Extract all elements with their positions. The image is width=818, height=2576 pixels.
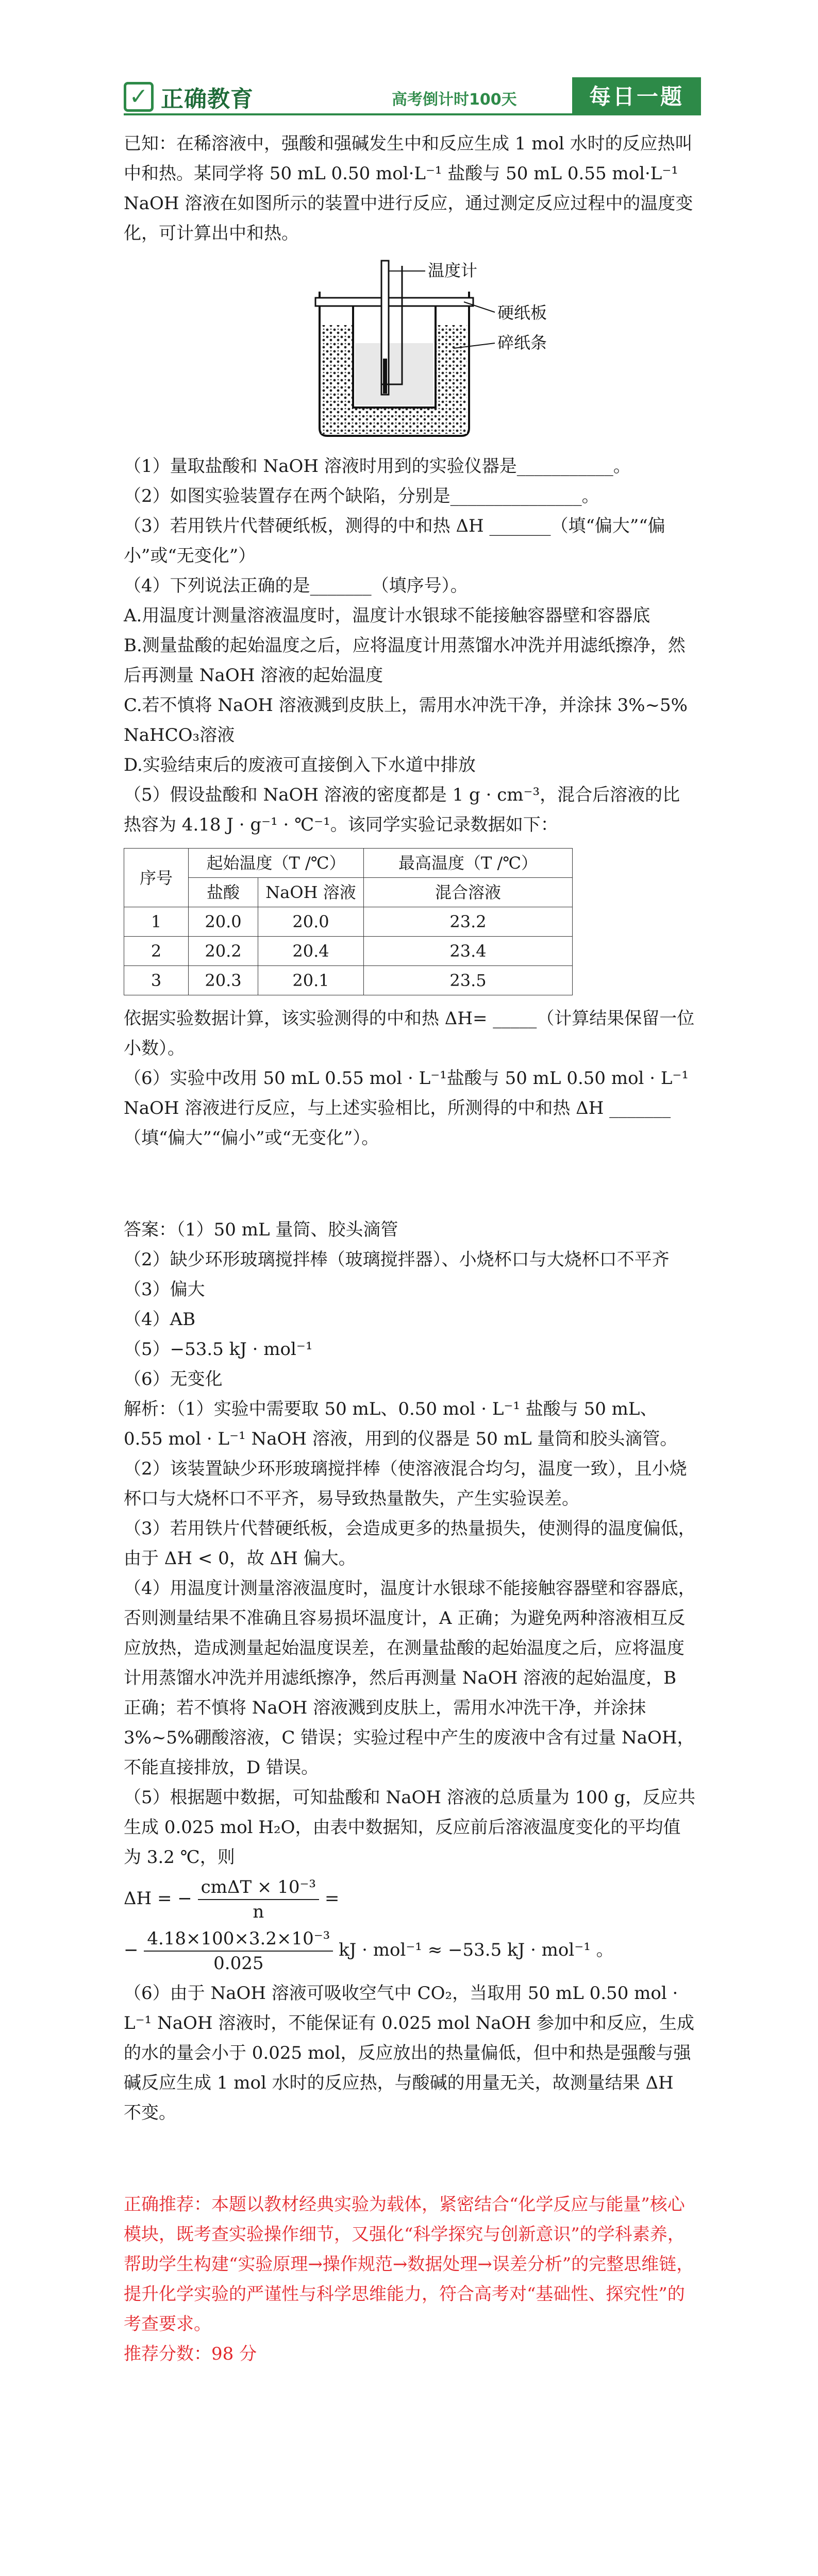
cell-mix: 23.4 <box>364 937 573 966</box>
cell-no: 3 <box>124 966 189 995</box>
answer-3: （3）偏大 <box>124 1279 205 1300</box>
option-b: B.测量盐酸的起始温度之后，应将温度计用蒸馏水冲洗并用滤纸擦净，然后再测量 NaOH 溶液的起始温度 <box>124 635 686 686</box>
table-header-row <box>124 849 573 878</box>
question-3: （3）若用铁片代替硬纸板，测得的中和热 ΔH _______（填“偏大”“偏小”或“无变化”） <box>124 516 665 566</box>
option-a: A.用温度计测量溶液温度时，温度计水银球不能接触容器壁和容器底 <box>124 605 650 626</box>
analysis-2: （2）该装置缺少环形玻璃搅拌棒（使溶液混合均匀，温度一致），且小烧杯口与大烧杯口不平齐，易导致热量散失，产生实验误差。 <box>124 1459 687 1509</box>
formula-2-left: − <box>124 1940 139 1960</box>
calorimeter-diagram <box>124 256 696 441</box>
check-icon: ✓ <box>124 82 154 112</box>
label-cardboard: 硬纸板 <box>497 303 547 323</box>
cell-hcl: 20.0 <box>189 907 258 937</box>
answer-2: （2）缺少环形玻璃搅拌棒（玻璃搅拌器）、小烧杯口与大烧杯口不平齐 <box>124 1249 670 1270</box>
cell-no: 1 <box>124 907 189 937</box>
cell-naoh: 20.4 <box>258 937 364 966</box>
cell-naoh: 20.1 <box>258 966 364 995</box>
question-5: （5）假设盐酸和 NaOH 溶液的密度都是 1 g · cm⁻³，混合后溶液的比热容为 4.18 J · g⁻¹ · ℃⁻¹。该同学实验记录数据如下： <box>124 785 680 835</box>
label-thermometer: 温度计 <box>428 261 478 280</box>
formula-1-right: = <box>324 1888 340 1909</box>
table-subheader-row <box>124 878 573 907</box>
formula-line-1 <box>124 1875 696 1924</box>
recommendation-text: 正确推荐：本题以教材经典实验为载体，紧密结合“化学反应与能量”核心模块，既考查实验操作细节，又强化“科学探究与创新意识”的学科素养，帮助学生构建“实验原理→操作规范→数据处理→误差分析”的完整思维链，提升化学实验的严谨性与科学思维能力，符合高考对“基础性、探究性”的考查要求。 <box>124 2194 694 2334</box>
question-intro: 已知：在稀溶液中，强酸和强碱发生中和反应生成 1 mol 水时的反应热叫中和热。某同学将 50 mL 0.50 mol·L⁻¹ 盐酸与 50 mL 0.55 mol·L⁻¹ NaOH 溶液在如图所示的装置中进行反应，通过测定反应过程中的温度变化，可计算出中和热。 <box>124 133 693 244</box>
subheader-naoh: NaOH 溶液 <box>258 878 364 907</box>
header-start-temp: 起始温度（T /℃） <box>189 849 364 878</box>
cell-mix: 23.5 <box>364 966 573 995</box>
data-table <box>124 848 573 995</box>
analysis-3: （3）若用铁片代替硬纸板，会造成更多的热量损失，使测得的温度偏低，由于 ΔH < 0，故 ΔH 偏大。 <box>124 1518 696 1569</box>
analysis-1: 解析：（1）实验中需要取 50 mL、0.50 mol · L⁻¹ 盐酸与 50 mL、0.55 mol · L⁻¹ NaOH 溶液，用到的仪器是 50 mL 量筒和胶头滴管。 <box>124 1399 678 1449</box>
formula-2-right: kJ · mol⁻¹ ≈ −53.5 kJ · mol⁻¹ 。 <box>339 1940 614 1960</box>
cell-mix: 23.2 <box>364 907 573 937</box>
question-1: （1）量取盐酸和 NaOH 溶液时用到的实验仪器是___________。 <box>124 456 631 477</box>
formula-line-2 <box>124 1927 696 1975</box>
cell-hcl: 20.3 <box>189 966 258 995</box>
answer-1: 答案：（1）50 mL 量筒、胶头滴管 <box>124 1219 398 1240</box>
main-content <box>124 129 696 2369</box>
formula-1-denominator: n <box>253 1902 264 1922</box>
logo-text: 正确教育 <box>161 86 254 112</box>
cell-naoh: 20.0 <box>258 907 364 937</box>
formula-2-fraction <box>144 1927 333 1975</box>
question-4: （4）下列说法正确的是_______（填序号）。 <box>124 575 468 596</box>
cell-hcl: 20.2 <box>189 937 258 966</box>
subheader-hcl: 盐酸 <box>189 878 258 907</box>
countdown-tagline: 高考倒计时100天 <box>392 91 517 109</box>
spacer <box>124 2128 696 2190</box>
header <box>124 77 701 123</box>
spacer <box>124 1153 696 1215</box>
formula-2-numerator: 4.18×100×3.2×10⁻³ <box>144 1927 333 1952</box>
subheader-mix: 混合溶液 <box>364 878 573 907</box>
analysis-6: （6）由于 NaOH 溶液可吸收空气中 CO₂，当取用 50 mL 0.50 mol · L⁻¹ NaOH 溶液时，不能保证有 0.025 mol NaOH 参加中和反应，生成的水的量会小于 0.025 mol，反应放出的热量偏低，但中和热是强酸与强碱反应生成 1 mol 水时的反应热，与酸碱的用量无关，故测量结果 ΔH 不变。 <box>124 1983 695 2123</box>
answer-4: （4）AB <box>124 1309 196 1330</box>
daily-badge: 每日一题 <box>572 77 701 113</box>
formula-1-fraction <box>198 1875 319 1924</box>
table-row <box>124 937 573 966</box>
table-row <box>124 907 573 937</box>
cell-no: 2 <box>124 937 189 966</box>
question-5b: 依据实验数据计算，该实验测得的中和热 ΔH= _____（计算结果保留一位小数）。 <box>124 1008 695 1059</box>
header-divider <box>124 113 701 115</box>
table-row <box>124 966 573 995</box>
analysis-5: （5）根据题中数据，可知盐酸和 NaOH 溶液的总质量为 100 g，反应共生成 0.025 mol H₂O，由表中数据知，反应前后溶液温度变化的平均值为 3.2 ℃，则 <box>124 1787 696 1868</box>
formula-1-numerator: cmΔT × 10⁻³ <box>198 1875 319 1900</box>
analysis-4: （4）用温度计测量溶液温度时，温度计水银球不能接触容器壁和容器底，否则测量结果不准确且容易损坏温度计，A 正确；为避免两种溶液相互反应放热，造成测量起始温度误差，在测量盐酸的起始温度之后，应将温度计用蒸馏水冲洗并用滤纸擦净，然后再测量 NaOH 溶液的起始温度，B 正确；若不慎将 NaOH 溶液溅到皮肤上，需用水冲洗干净，并涂抹 3%~5%硼酸溶液，C 错误；实验过程中产生的废液中含有过量 NaOH，不能直接排放，D 错误。 <box>124 1578 696 1778</box>
option-c: C.若不慎将 NaOH 溶液溅到皮肤上，需用水冲洗干净，并涂抹 3%~5% NaHCO₃溶液 <box>124 695 688 745</box>
label-paper-strips: 碎纸条 <box>497 333 547 352</box>
header-max-temp: 最高温度（T /℃） <box>364 849 573 878</box>
apparatus-figure <box>124 256 696 441</box>
formula-2-denominator: 0.025 <box>213 1953 264 1974</box>
question-6: （6）实验中改用 50 mL 0.55 mol · L⁻¹盐酸与 50 mL 0.50 mol · L⁻¹ NaOH 溶液进行反应，与上述实验相比，所测得的中和热 ΔH _______（填“偏大”“偏小”或“无变化”）。 <box>124 1068 689 1148</box>
answer-5: （5）−53.5 kJ · mol⁻¹ <box>124 1339 313 1360</box>
recommendation-score: 推荐分数：98 分 <box>124 2344 257 2364</box>
header-no: 序号 <box>124 849 189 907</box>
logo <box>124 80 254 113</box>
formula-1-left: ΔH = − <box>124 1888 192 1909</box>
question-2: （2）如图实验装置存在两个缺陷，分别是_______________。 <box>124 486 599 506</box>
answer-6: （6）无变化 <box>124 1369 223 1389</box>
option-d: D.实验结束后的废液可直接倒入下水道中排放 <box>124 755 476 775</box>
